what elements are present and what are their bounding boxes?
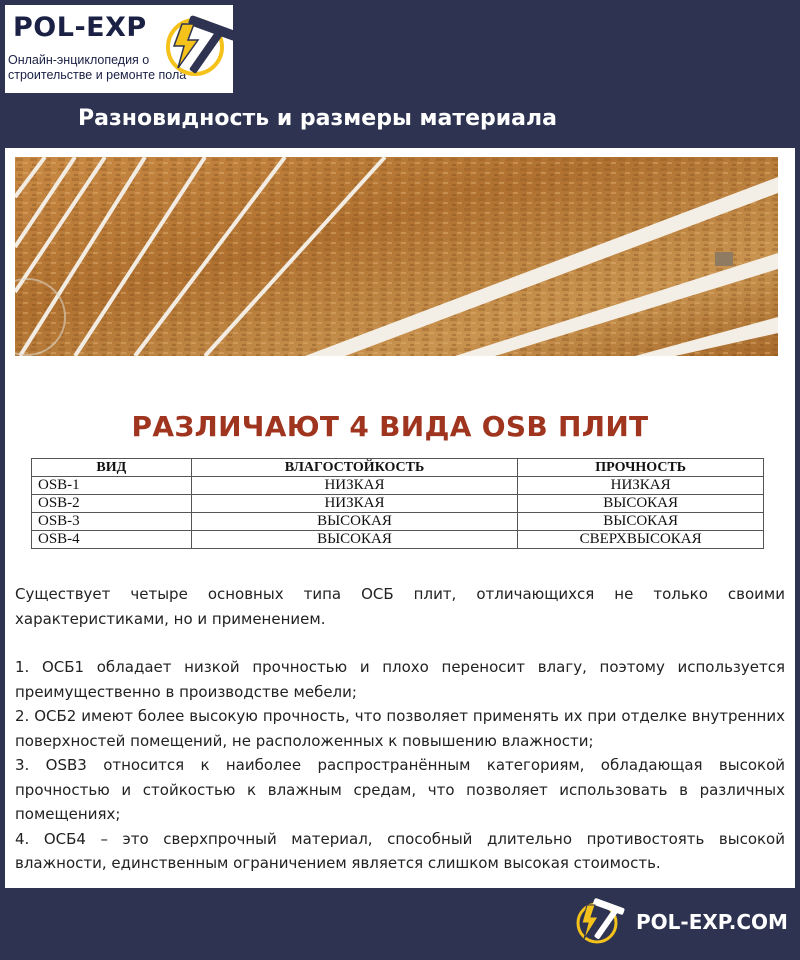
table-row xyxy=(32,477,764,495)
cell-type: OSB-3 xyxy=(32,513,192,531)
osb-ceiling-photo xyxy=(15,157,778,356)
tagline-line-1: Онлайн-энциклопедия о xyxy=(8,53,150,67)
paragraph-gap xyxy=(15,631,785,655)
table-row xyxy=(32,513,764,531)
cell-moisture: ВЫСОКАЯ xyxy=(191,531,518,549)
cell-strength: НИЗКАЯ xyxy=(518,477,764,495)
tagline-line-2: строительстве и ремонте пола xyxy=(8,68,187,82)
cell-moisture: ВЫСОКАЯ xyxy=(191,513,518,531)
list-item: 2. ОСБ2 имеют более высокую прочность, что позволяет применять их при отделке внутренних поверхностей помещений, не расположенных к повышению влажности; xyxy=(15,707,785,750)
cell-type: OSB-1 xyxy=(32,477,192,495)
list-item: 4. ОСБ4 – это сверхпрочный материал, способный длительно противостоять высокой влажности, единственным ограничением является слишком высокая стоимость. xyxy=(15,829,785,872)
table-row xyxy=(32,531,764,549)
cell-type: OSB-4 xyxy=(32,531,192,549)
cell-type: OSB-2 xyxy=(32,495,192,513)
list-item: 3. OSB3 относится к наиболее распространённым категориям, обладающая высокой прочностью и стойкостью к влажным средам, что позволяет использовать в различных помещениях; xyxy=(15,756,785,823)
cell-moisture: НИЗКАЯ xyxy=(191,477,518,495)
table-row xyxy=(32,495,764,513)
footer-site-link[interactable]: POL-EXP.COM xyxy=(636,910,788,934)
osb-table xyxy=(31,458,764,549)
cell-moisture: НИЗКАЯ xyxy=(191,495,518,513)
header-type: ВИД xyxy=(32,459,192,477)
hammer-lightning-icon xyxy=(160,10,250,80)
header-strength: ПРОЧНОСТЬ xyxy=(518,459,764,477)
brand-name[interactable]: POL-EXP xyxy=(13,12,147,43)
cell-strength: ВЫСОКАЯ xyxy=(518,513,764,531)
cell-strength: ВЫСОКАЯ xyxy=(518,495,764,513)
section-title: Разновидность и размеры материала xyxy=(78,106,557,131)
list-item: 1. ОСБ1 обладает низкой прочностью и плохо переносит влагу, поэтому используется преимущественно в производстве мебели; xyxy=(15,658,785,701)
header-moisture: ВЛАГОСТОЙКОСТЬ xyxy=(191,459,518,477)
article-text xyxy=(15,582,785,876)
intro-paragraph: Существует четыре основных типа ОСБ плит, отличающихся не только своими характеристиками, но и применением. xyxy=(15,585,785,628)
osb-types-heading: РАЗЛИЧАЮТ 4 ВИДА OSB ПЛИТ xyxy=(131,410,649,443)
table-header-row xyxy=(32,459,764,477)
footer-logo-icon xyxy=(573,897,629,947)
cell-strength: СВЕРХВЫСОКАЯ xyxy=(518,531,764,549)
